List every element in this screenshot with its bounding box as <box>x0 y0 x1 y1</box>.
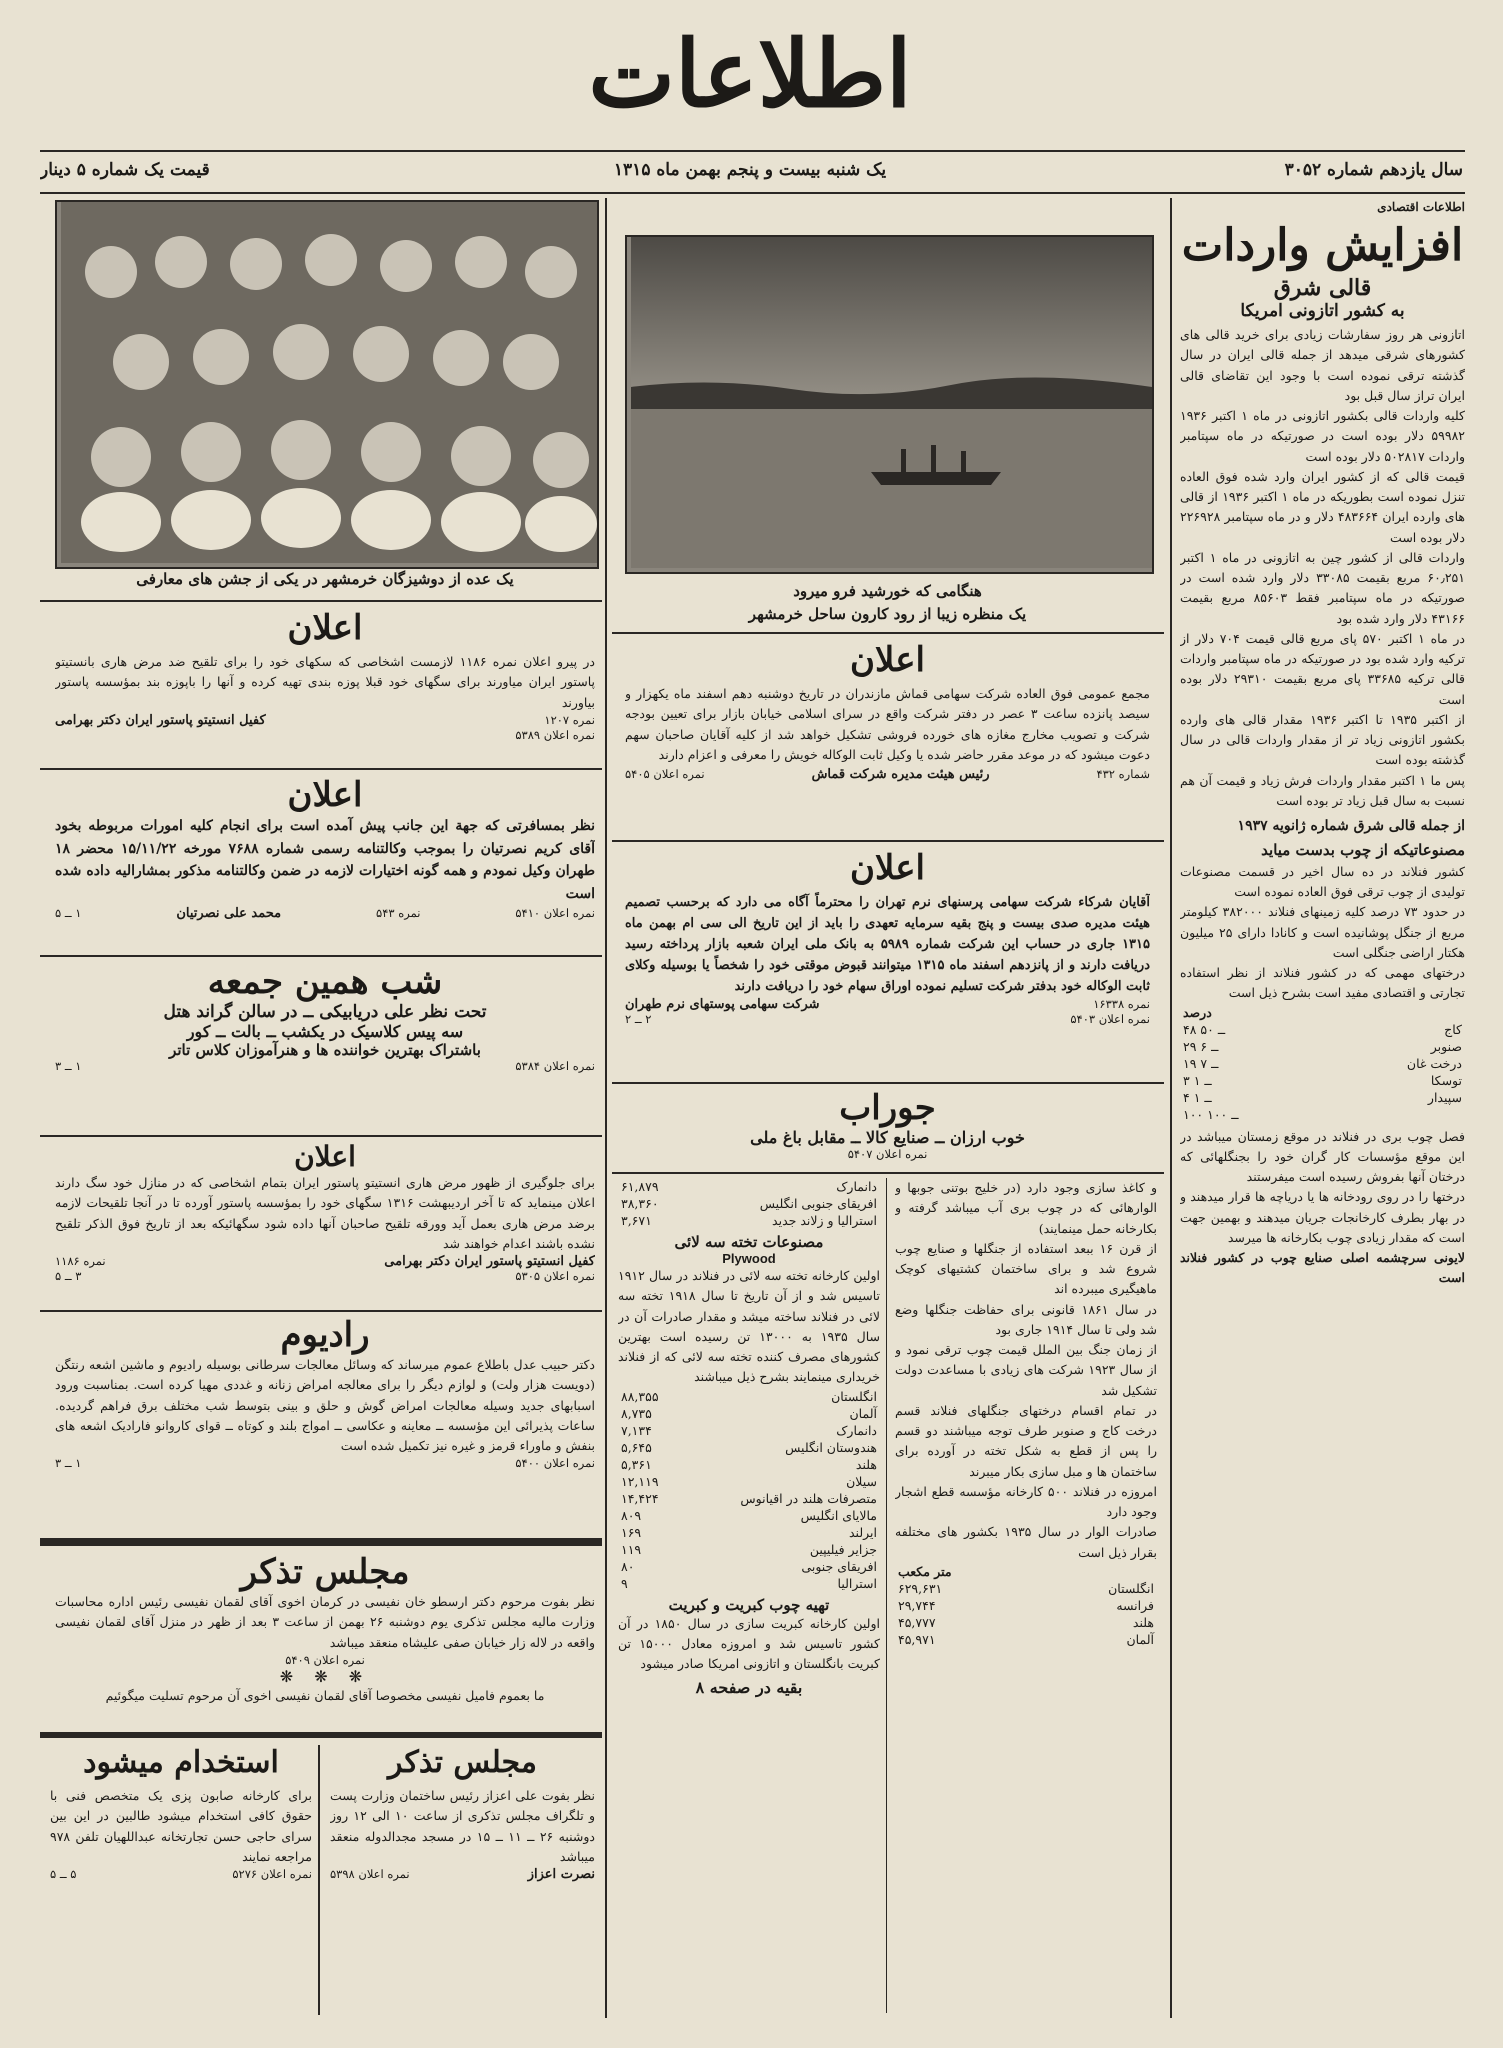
ad-signature: کفیل انستیتو پاستور ایران دکتر بهرامی <box>55 712 266 728</box>
ad-title: شب همین جمعه <box>207 962 443 1002</box>
table-cell: ۸۰۹ <box>621 1507 642 1523</box>
subcolumn-rule <box>318 1745 320 2015</box>
column-rule-left <box>605 198 607 2018</box>
ad-radium <box>55 1315 595 1530</box>
ad-footer <box>55 1059 595 1073</box>
ad-pages: ۱ ــ ۳ <box>55 1059 82 1073</box>
ad-signature: شرکت سهامی پوستهای نرم طهران <box>625 997 820 1013</box>
table-cell: هلند <box>1132 1614 1154 1630</box>
ad-title: اعلان <box>850 640 925 680</box>
ad-footer <box>55 713 595 728</box>
ad-number: شماره ۴۳۲ <box>1096 767 1150 781</box>
divider <box>40 768 602 770</box>
ad-ref: نمره اعلان ۵۳۹۸ <box>330 1867 410 1881</box>
article-subhead: مصنوعات تخته سه لائی <box>674 1233 824 1251</box>
table-row <box>618 1575 880 1592</box>
ad-theater <box>55 962 595 1130</box>
article-paragraph: در ماه ۱ اکتبر ۵۷۰ پای مربع قالی قیمت ۷۰۴ دلار از ترکیه وارد شده بود در صورتیکه در ماه سپتامبر واردات قالی ترکیه ۳۳۶۸۵ پای مربع بقیمت ۲۹۳۱۰ دلار بوده است <box>1180 630 1465 707</box>
table-row <box>618 1473 880 1490</box>
table-row <box>1180 1106 1465 1123</box>
table-cell: درخت غان <box>1406 1055 1462 1071</box>
buyers-table <box>618 1388 880 1592</box>
table-row <box>618 1178 880 1195</box>
ad-text: تحت نظر علی دریابیکی ــ در سالن گراند هتل <box>163 1002 487 1022</box>
divider <box>40 600 602 602</box>
table-cell: ۸۸,۳۵۵ <box>621 1388 659 1404</box>
divider <box>40 1538 602 1546</box>
table-cell: انگلستان <box>1108 1580 1154 1596</box>
ad-title: اعلان <box>287 775 363 815</box>
ad-footer <box>55 906 595 921</box>
article-paragraph: کشور فنلاند در ده سال اخیر در قسمت مصنوعات تولیدی از چوب ترقی فوق العاده نموده است <box>1180 863 1465 900</box>
table-row <box>618 1524 880 1541</box>
table-cell: توسکا <box>1430 1072 1462 1088</box>
ad-text: باشتراک بهترین خواننده ها و هنرآموزان کلاس تاتر <box>169 1041 481 1059</box>
subheadline-carpet: قالی شرق <box>1273 275 1372 301</box>
ad-footer <box>625 1012 1150 1026</box>
table-cell: ۱۱۹ <box>621 1541 642 1557</box>
table-cell: ۷,۱۳۴ <box>621 1422 652 1438</box>
ad-text: در پیرو اعلان نمره ۱۱۸۶ لازمست اشخاصی که سکهای خود را برای تلقیح ضد مرض هاری بانستیتو پاستور ایران میاورند برای سگهای خود قبلا پوزه بندی تهیه کرده و آنها را باپوزه بند بمؤسسه پاستور بیاورند <box>55 654 595 710</box>
ad-footer <box>625 997 1150 1012</box>
ad-ref: نمره اعلان ۵۴۱۰ <box>515 905 595 920</box>
table-row <box>1180 1021 1465 1038</box>
ad-pages: ۵ ــ ۵ <box>50 1867 77 1881</box>
table-cell: متصرفات هلند در اقیانوس <box>740 1490 877 1506</box>
table-row <box>618 1422 880 1439</box>
table-cell: ۳ ــ ۱ <box>1183 1072 1212 1088</box>
table-cell: ایرلند <box>849 1524 877 1540</box>
table-header <box>1180 1004 1465 1021</box>
right-column <box>1180 200 1465 2030</box>
ad-title: مجلس تذکر <box>240 1552 410 1592</box>
ad-ref: نمره اعلان ۵۳۰۵ <box>515 1269 595 1283</box>
ad-footer <box>625 1147 1150 1161</box>
ad-title: استخدام میشود <box>83 1745 279 1780</box>
ad-footer <box>55 1456 595 1470</box>
divider <box>612 1172 1164 1174</box>
table-cell: ۴۸ ــ ۵۰ <box>1183 1021 1226 1037</box>
photo-sunset-image <box>631 237 1152 568</box>
table-cell: ۳,۶۷۱ <box>621 1213 652 1228</box>
table-cell: ۲۹,۷۴۴ <box>898 1597 936 1613</box>
ad-title: رادیوم <box>280 1315 370 1355</box>
table-cell: ۵,۳۶۱ <box>621 1456 652 1472</box>
article-paragraph: کلیه واردات قالی بکشور اتازونی در ماه ۱ اکتبر ۱۹۳۶ ۵۹۹۸۲ دلار بوده است در صورتیکه در ماه سپتامبر واردات ۵۰۲۸۱۷ دلار بوده است <box>1180 408 1465 464</box>
ad-signature: رئیس هیئت مدیره شرکت قماش <box>811 767 990 782</box>
dateline-price: قیمت یک شماره ۵ دینار <box>40 160 210 180</box>
dateline-issue: سال یازدهم شماره ۳۰۵۲ <box>1284 160 1463 180</box>
ad-number: نمره ۱۲۰۷ <box>544 712 595 727</box>
ad-ref: نمره اعلان ۵۴۰۵ <box>625 767 705 781</box>
table-cell <box>1323 1004 1465 1021</box>
ad-footer <box>55 1269 595 1283</box>
photo-girls-image <box>61 202 597 563</box>
ad-pasteur-2 <box>55 1140 595 1305</box>
table-row <box>895 1631 1157 1648</box>
article-paragraph: درختهای مهمی که در کشور فنلاند از نظر استفاده تجارتی و اقتصادی مفید است بشرح ذیل است <box>1180 965 1465 1001</box>
ad-number: نمره ۵۴۳ <box>376 905 421 920</box>
article-paragraph: امروزه در فنلاند ۵۰۰ کارخانه مؤسسه قطع اشجار وجود دارد <box>895 1483 1157 1519</box>
ad-ref: نمره اعلان ۵۲۷۶ <box>232 1867 312 1881</box>
ad-nosratian <box>55 775 595 950</box>
table-cell: ۴۵,۷۷۷ <box>898 1614 936 1630</box>
table-row <box>1180 1072 1465 1089</box>
ad-note: ما بعموم فامیل نفیسی مخصوصا آقای لقمان نفیسی اخوی آن مرحوم تسلیت میگوئیم <box>105 1687 545 1703</box>
article-paragraph: واردات قالی از کشور چین به اتازونی در ماه ۱ اکتبر ۶۰٫۲۵۱ مربع بقیمت ۳۳۰۸۵ دلار وارد شده است در صورتیکه در ماه سپتامبر فقط ۸۵۶۰۳ مربع بقیمت ۴۳۱۶۶ دلار وارد شده بود <box>1180 549 1465 626</box>
article-paragraph: در حدود ۷۳ درصد کلیه زمینهای فنلاند ۳۸۲۰۰۰ کیلومتر مربع از جنگل پوشانیده است و کانادا دارای ۲۵ میلیون هکتار اراضی جنگلی است <box>1180 904 1465 960</box>
ad-number: نمره ۱۶۳۳۸ <box>1093 997 1150 1012</box>
table-header <box>895 1563 1157 1580</box>
photo-sunset-karun <box>625 235 1154 574</box>
article-paragraph: و کاغذ سازی وجود دارد (در خلیج بوتنی جوبها و الوارهائی که در چوب بری آب میباشد گرفته و بکارخانه حمل مینمایند) <box>895 1180 1157 1236</box>
article-subhead-en: Plywood <box>722 1251 776 1266</box>
ornament-icon: ❋ ❋ ❋ <box>279 1666 371 1686</box>
table-row <box>1180 1055 1465 1072</box>
divider <box>612 632 1164 634</box>
ad-ref: نمره اعلان ۵۴۰۰ <box>515 1456 595 1471</box>
subheadline-usa: به کشور اتازونی امریکا <box>1240 301 1405 321</box>
ad-signature: نصرت اعزاز <box>527 1867 595 1882</box>
ad-text: آقایان شرکاء شرکت سهامی پرسنهای نرم تهران را محترماً آگاه می دارد که برحسب تصمیم هیئت مدیره صدی بیست و پنج بقیه سرمایه تعهدی را باید از این تاریخ الی سی ام بهمن ماه ۱۳۱۵ جاری در حساب این شرکت شماره ۵۹۸۹ به بانک ملی ایران شعبه بازار پرداخته رسید دریافت دارند و از پانزدهم اسفند ماه ۱۳۱۵ میتوانند قبوض موقتی خود را شخصاً یا بوسیله وکلای ثابت الوکاله خود بدفتر شرکت تسلیم نموده اوراق سهام خود را دریافت دارند <box>625 895 1150 995</box>
table-cell <box>1323 1106 1465 1123</box>
table-cell: استرالیا <box>837 1575 877 1591</box>
table-row <box>618 1507 880 1524</box>
ad-memorial-aezaz <box>330 1745 595 2015</box>
table-cell: فرانسه <box>1116 1597 1154 1613</box>
article-paragraph: صادرات الوار در سال ۱۹۳۵ بکشور های مختلفه بقرار ذیل است <box>895 1524 1157 1560</box>
photo-girls-khorramshahr <box>55 200 599 569</box>
table-row <box>895 1580 1157 1597</box>
article-subhead: مصنوعاتیکه از چوب بدست میاید <box>1261 840 1465 859</box>
table-cell: متر مکعب <box>898 1563 952 1579</box>
ad-footer <box>625 767 1150 782</box>
table-row <box>618 1541 880 1558</box>
ad-text: برای جلوگیری از ظهور مرض هاری انستیتو پاستور ایران بتمام اشخاصی که در منازل خود سگ دارند اعلان مینماید که تا آخر اردیبهشت ۱۳۱۶ سگهای خود را بمؤسسه پاستور آورده تا در آنجا تلقیحات لازمه برضد مرض هاری بعمل آید وورقه تلقیح صاحبان آنها داده شود سگهائیکه بعد از تاریخ فوق الذکر تلقیح نشده باشند اعدام خواهند شد <box>55 1175 595 1251</box>
table-cell: ۱۲,۱۱۹ <box>621 1473 659 1489</box>
table-cell: کاج <box>1444 1021 1462 1037</box>
table-cell: آلمان <box>849 1405 877 1421</box>
ad-socks <box>625 1088 1150 1168</box>
ad-text: برای کارخانه صابون پزی یک متخصص فنی با حقوق کافی استخدام میشود طالبین در این بین سرای حاجی حسن تجارتخانه عبداللهیان تلفن ۹۷۸ مراجعه نمایند <box>50 1788 312 1864</box>
column-rule-right <box>1170 198 1172 2018</box>
ad-text: خوب ارزان ــ صنایع کالا ــ مقابل باغ ملی <box>750 1128 1025 1147</box>
ad-leather-company <box>625 848 1150 1078</box>
masthead-rule-bottom <box>40 192 1465 194</box>
ad-pages: ۱ ــ ۳ <box>55 1456 82 1471</box>
exports-table <box>895 1563 1157 1648</box>
table-cell: افریقای جنوبی انگلیس <box>759 1196 877 1211</box>
divider <box>612 840 1164 842</box>
table-cell: ۱۴,۴۲۴ <box>621 1490 659 1506</box>
table-cell: دانمارک <box>836 1179 877 1194</box>
article-paragraph: لایونی سرچشمه اصلی صنایع چوب در کشور فنلاند است <box>1180 1250 1465 1286</box>
ad-signature: کفیل انستیتو پاستور ایران دکتر بهرامی <box>384 1254 595 1269</box>
ad-pages: ۳ ــ ۵ <box>55 1269 82 1283</box>
table-row <box>618 1490 880 1507</box>
ad-footer <box>55 728 595 742</box>
ad-title: اعلان <box>287 608 363 648</box>
ad-text: نظر بفوت علی اعزاز رئیس ساختمان وزارت پست و تلگراف مجلس تذکری از ساعت ۱۰ الی ۱۲ روز دوشنبه ۲۶ ــ ۱۱ ــ ۱۵ در مسجد مجدالدوله منعقد میباشد <box>330 1788 595 1864</box>
article-paragraph: از زمان جنگ بین الملل قیمت چوب ترقی نمود و از سال ۱۹۲۳ شرکت های زیادی با مساعدت دولت تشکیل شد <box>895 1342 1157 1398</box>
ad-number: نمره ۱۱۸۶ <box>55 1254 106 1268</box>
ad-text: دکتر حبیب عدل باطلاع عموم میرساند که وسائل معالجات سرطانی بوسیله رادیوم و ماشین اشعه رنتگن (دویست هزار ولت) و لوازم دیگر را برای معالجه امراض زنانه و غددی مهیا کرده است. بمناسبت ورود اسبابهای جدید وسیله معالجات امراض گوش و حلق و بینی بتوسط شب مختلف برق فراهم گردیده. ساعات پذیرائی این مؤسسه ــ معاینه و عکاسی ــ امواج بلند و کوتاه ــ قوای کاروانو فارادیک اشعه های بنفش و ماوراء قرمز و غیره نیز تکمیل شده است <box>55 1357 595 1453</box>
article-paragraph: اولین کارخانه کبریت سازی در سال ۱۸۵۰ در آن کشور تاسیس شد و امروزه معادل ۱۵۰۰۰ تن کبریت بانگلستان و اتازونی امریکا صادر میشود <box>618 1615 880 1671</box>
ad-signature: محمد علی نصرتیان <box>176 905 282 921</box>
dateline-date: یک شنبه بیست و پنجم بهمن ماه ۱۳۱۵ <box>613 160 887 180</box>
table-cell: جزایر فیلیپین <box>809 1541 877 1557</box>
table-row <box>895 1614 1157 1631</box>
table-row <box>895 1597 1157 1614</box>
ad-ref: نمره اعلان ۵۴۰۳ <box>1070 1012 1150 1027</box>
article-subhead: تهیه چوب کبریت و کبریت <box>668 1595 830 1614</box>
table-cell: آلمان <box>1126 1631 1154 1647</box>
table-cell: صنوبر <box>1430 1038 1462 1054</box>
table-row <box>618 1212 880 1229</box>
table-cell: افریقای جنوبی <box>801 1558 877 1574</box>
article-paragraph: اولین کارخانه تخته سه لائی در فنلاند در سال ۱۹۱۲ تاسیس شد و از آن تاریخ تا سال ۱۹۱۸ تخته سه لائی در فنلاند ساخته میشد و مقدار صادرات آن در سال ۱۹۳۵ به ۱۳۰۰۰ تن رسیده است بهترین کشورهای مصرف کننده تخته سه لائی که از فنلاند خریداری مینمایند بشرح ذیل میباشند <box>618 1268 880 1385</box>
table-cell: ۴۵,۹۷۱ <box>898 1631 936 1647</box>
article-paragraph: پس ما ۱ اکتبر مقدار واردات فرش زیاد و قیمت آن هم نسبت به سال قبل زیاد تر بوده است <box>1180 772 1465 808</box>
table-cell: ۵,۶۴۵ <box>621 1439 652 1455</box>
divider <box>40 1135 602 1137</box>
ad-ref: نمره اعلان ۵۳۸۴ <box>515 1059 595 1073</box>
table-cell: ۱۹ ــ ۷ <box>1183 1055 1219 1071</box>
table-cell: هندوستان انگلیس <box>785 1439 877 1455</box>
table-cell: ۱۰۰ ــ ۱۰۰ <box>1183 1106 1239 1122</box>
ad-ref: نمره اعلان ۵۴۰۷ <box>847 1147 928 1161</box>
table-cell: ۸۰ <box>621 1558 635 1574</box>
table-cell: ۲۹ ــ ۶ <box>1183 1038 1219 1054</box>
table-cell: ۶۱,۸۷۹ <box>621 1179 659 1194</box>
table-cell: ۴ ــ ۱ <box>1183 1089 1212 1105</box>
section-label: اطلاعات اقتصادی <box>1377 200 1465 214</box>
photo-caption: یک عده از دوشیزگان خرمشهر در یکی از جشن های معارفی <box>136 570 514 588</box>
article-paragraph: قیمت قالی که از کشور ایران وارد شده فوق العاده تنزل نموده است بطوریکه در ماه ۱ اکتبر ۱۹۳۶ از قالی های وارده ایران ۴۸۳۶۶۴ دلار و در ماه سپتامبر ۲۲۶۹۲۸ دلار بوده است <box>1180 468 1465 545</box>
photo-caption-line: یک منظره زیبا از رود کارون ساحل خرمشهر <box>748 604 1027 623</box>
ad-title: اعلان <box>850 848 925 888</box>
photo-caption <box>625 580 1150 628</box>
article-paragraph: درختها را در روی رودخانه ها یا دریاچه ها قرار میدهند و در بهار بطرف کارخانجات جریان میدهند و بهمین جهت است که مقدار زیادی چوب بکارخانه ها میرسد <box>1180 1189 1465 1245</box>
ad-title: مجلس تذکر <box>388 1745 537 1780</box>
headline-imports: افزایش واردات <box>1181 220 1464 271</box>
table-row <box>618 1388 880 1405</box>
article-subhead: از جمله قالی شرق شماره ژانویه ۱۹۳۷ <box>1237 818 1465 834</box>
ad-footer <box>330 1867 595 1882</box>
table-row <box>618 1558 880 1575</box>
table-cell <box>1035 1563 1157 1580</box>
ad-pages: ۱ ــ ۵ <box>55 905 82 920</box>
table-cell: هلند <box>855 1456 877 1472</box>
table-cell: انگلستان <box>831 1388 877 1404</box>
table-cell: مالایای انگلیس <box>800 1507 877 1523</box>
article-finland-right <box>895 1178 1157 2013</box>
ad-memorial-nafisi <box>55 1552 595 1727</box>
article-paragraph: اتازونی هر روز سفارشات زیادی برای خرید قالی های کشورهای شرقی میدهد از جمله قالی ایران در سال گذشته ترقی نموده است با وجود این تقاضای قالی ایران تراز سال قبل بود <box>1180 327 1465 403</box>
table-row <box>618 1439 880 1456</box>
table-cell: ۸,۷۳۵ <box>621 1405 652 1421</box>
table-cell: سیلان <box>846 1473 877 1489</box>
ad-text: سه پیس کلاسیک در یکشب ــ بالت ــ کور <box>186 1022 464 1041</box>
ad-ref: نمره اعلان ۵۳۸۹ <box>515 727 595 742</box>
table-cell: ۱۶۹ <box>621 1524 642 1540</box>
ad-footer <box>55 1653 595 1667</box>
article-paragraph: در تمام اقسام درختهای جنگلهای فنلاند قسم درخت کاج و صنوبر طرف توجه میباشند دو قسم را پس از قطع به شکل تخته در آورده برای ساختمان ها و مبل سازی بکار میبرند <box>895 1402 1157 1479</box>
continued-notice: بقیه در صفحه ۸ <box>695 1678 803 1698</box>
table-row <box>618 1456 880 1473</box>
ad-employment <box>50 1745 312 2015</box>
article-paragraph: از اکتبر ۱۹۳۵ تا اکتبر ۱۹۳۶ مقدار قالی های وارده بکشور اتازونی زیاد تر از مقدار واردات قالی در سال گذشته بوده است <box>1180 711 1465 768</box>
ad-footer <box>50 1867 312 1881</box>
divider <box>40 1310 602 1312</box>
table-cell: ۹ <box>621 1575 628 1591</box>
table-cell: ۶۲۹,۶۳۱ <box>898 1580 943 1596</box>
table-cell: سپیدار <box>1427 1089 1462 1105</box>
table-cell: استرالیا و زلاند جدید <box>772 1213 877 1228</box>
table-row <box>1180 1038 1465 1055</box>
article-paragraph: از قرن ۱۶ ببعد استفاده از جنگلها و صنایع چوب شروع شد و برای ساختمان کشتیهای کوچک ماهیگیری میبرده اند <box>895 1240 1157 1297</box>
table-row <box>618 1195 880 1212</box>
subcolumn-rule <box>886 1178 887 2013</box>
article-paragraph: فصل چوب بری در فنلاند در موقع زمستان میباشد در این موقع مؤسسات کار گران خود را بجنگلهائی که درختان آنها بفروش رسیده است میفرستند <box>1180 1128 1465 1185</box>
ad-text: نظر بفوت مرحوم دکتر ارسطو خان نفیسی در کرمان اخوی آقای لقمان نفیسی رئیس اداره محاسبات وزارت مالیه مجلس تذکری یوم دوشنبه ۲۶ بهمن از ساعت ۳ بعد از ظهر در منزل آقای لقمان نفیسی واقعه در لاله زار خیابان صفی علیشاه منعقد میباشد <box>55 1594 595 1650</box>
masthead-rule-top <box>40 150 1465 152</box>
ad-pages: ۲ ــ ۲ <box>625 1012 652 1027</box>
ad-text: مجمع عمومی فوق العاده شرکت سهامی قماش مازندران در تاریخ دوشنبه دهم اسفند ماه یکهزار و سیصد پانزده ساعت ۳ عصر در دفتر شرکت واقع در سرای اسلامی خیابان بازار برای تعیین بودجه شرکت و تصویب مخارج مغازه های خورده فروشی تشکیل خواهد شد از کلیه آقایان صاحبان سهم دعوت میشود که در موعد مقرر حاضر شده یا وکیل ثابت الوکاله خویش را معرفی و اعزام دارند <box>625 686 1150 762</box>
exports-table-cont <box>618 1178 880 1229</box>
ad-pasteur-1 <box>55 608 595 763</box>
masthead-title: اطلاعات <box>588 20 912 128</box>
ad-footer <box>55 1254 595 1269</box>
table-cell: ۳۸,۳۶۰ <box>621 1196 659 1211</box>
table-row <box>618 1405 880 1422</box>
article-paragraph: در سال ۱۸۶۱ قانونی برای حفاظت جنگلها وضع شد ولی تا سال ۱۹۱۴ جاری بود <box>895 1301 1157 1337</box>
table-cell: دانمارک <box>836 1422 877 1438</box>
trees-table <box>1180 1004 1465 1123</box>
divider <box>612 1082 1164 1084</box>
ad-title: جوراب <box>839 1088 936 1128</box>
photo-caption-line: هنگامی که خورشید فرو میرود <box>793 582 982 600</box>
table-cell: درصد <box>1183 1004 1212 1020</box>
divider <box>40 1732 602 1738</box>
ad-ref: نمره اعلان ۵۴۰۹ <box>285 1652 365 1667</box>
ad-title: اعلان <box>294 1140 356 1173</box>
divider <box>40 955 602 957</box>
table-row <box>1180 1089 1465 1106</box>
ad-text: نظر بمسافرتی که جهة این جانب پیش آمده است برای انجام کلیه امورات مربوطه بخود آقای کریم نصرتیان را بموجب وکالتنامه رسمی شماره ۷۶۸۸ مورخه ۱۵/۱۱/۲۲ محضر ۱۸ طهران وکیل نمودم و همه گونه اختیارات لازمه در ضمن وکالتنامه مذکور بمشارالیه داده شده است <box>55 818 595 903</box>
ad-fabric-company <box>625 640 1150 835</box>
article-finland-left <box>618 1178 880 2018</box>
